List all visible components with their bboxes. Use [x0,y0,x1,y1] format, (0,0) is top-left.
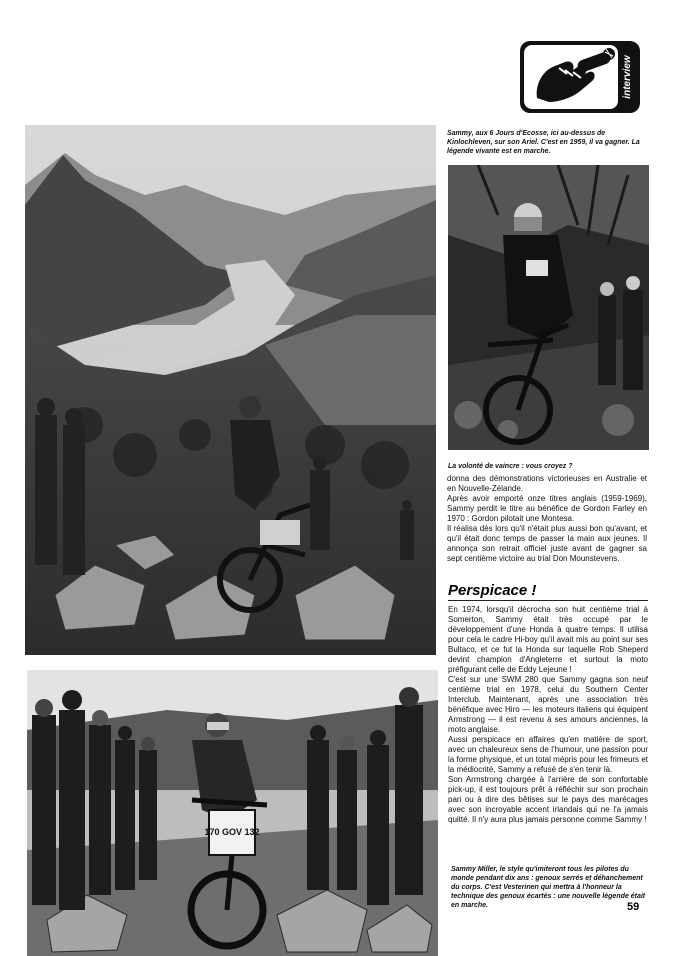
page-number: 59 [627,901,640,913]
interview-logo [519,40,641,114]
caption-top: Sammy, aux 6 Jours d'Ecosse, ici au-dessus de Kinlochleven, sur son Ariel. C'est en 1959, il va gagner. La légende vivante est en marche. [447,130,640,155]
photo-determination [448,165,649,450]
intro-paragraph: donna des démonstrations victorieuses en Australie et en Nouvelle-Zélande. [447,474,647,493]
section-paragraph: Son Armstrong chargée à l'arrière de son confortable pick-up, il est toujours prêt à réfléchir sur son prochain pari ou à dire des bêtises sur le pays des marécages avec son incroyable accent irlandais qui ne l'a jamais quitté. Il n'y aura plus jamais personne comme Sammy ! [448,775,648,824]
photo-kinlochleven [25,125,436,655]
motorcycle-number-plate: 170 GOV 132 [204,827,260,837]
section-paragraph: C'est sur une SWM 280 que Sammy gagna son neuf centième trial en 1978, celui du Southern Center Interclub. Maintenant, après une association très bénéfique avec Hiro — les moteurs italiens qui équipent Armstrong — il est revenu à ses amours anciennes, la moto anglaise. [448,675,648,734]
heading-rule [448,600,648,601]
intro-paragraph: Il réalisa dès lors qu'il n'était plus aussi bon qu'avant, et qu'il était donc temps de passer la main aux jeunes. Il annonça son retrait officiel juste avant de gagner sa sept centième victoire au trial Don Mounstevens. [447,524,647,563]
interview-logo-text: interview [622,55,633,99]
intro-paragraph: Après avoir emporté onze titres anglais (1959-1969), Sammy perdit le titre au bénéfice de Gordon Farley en 1970 : Gordon pilotait une Montesa. [447,494,647,523]
caption-middle: La volonté de vaincre : vous croyez ? [448,463,573,470]
section-heading: Perspicace ! [448,582,537,599]
caption-bottom: Sammy Miller, le style qu'imiteront tous les pilotes du monde pendant dix ans : genoux serrés et déhanchement du corps. C'est Vesterinen qui mettra à l'honneur la technique des genoux écartés : une nouvelle légende était en marche. [451,866,646,909]
article-section [448,605,648,825]
section-paragraph: Aussi perspicace en affaires qu'en matière de sport, avec un chaleureux sens de l'humour, une passion pour la forme physique, et un total mépris pour les frimeurs et la médiocrité, Sammy a refusé de s'en tenir là. [448,735,648,774]
article-intro [447,474,647,564]
section-paragraph: En 1974, lorsqu'il décrocha son huit centième trial à Somerton, Sammy était très occupé par le développement d'une Honda à quatre temps. Il utilisa pour cela le cadre Hi-boy qu'il avait mis au point sur ses Bultaco, et ce fut la Honda sur laquelle Rob Sheperd devint champion d'Angleterre et surtout la moto préfigurant celle de Eddy Lejeune ! [448,605,648,674]
photo-sammy-miller-style [27,670,438,956]
